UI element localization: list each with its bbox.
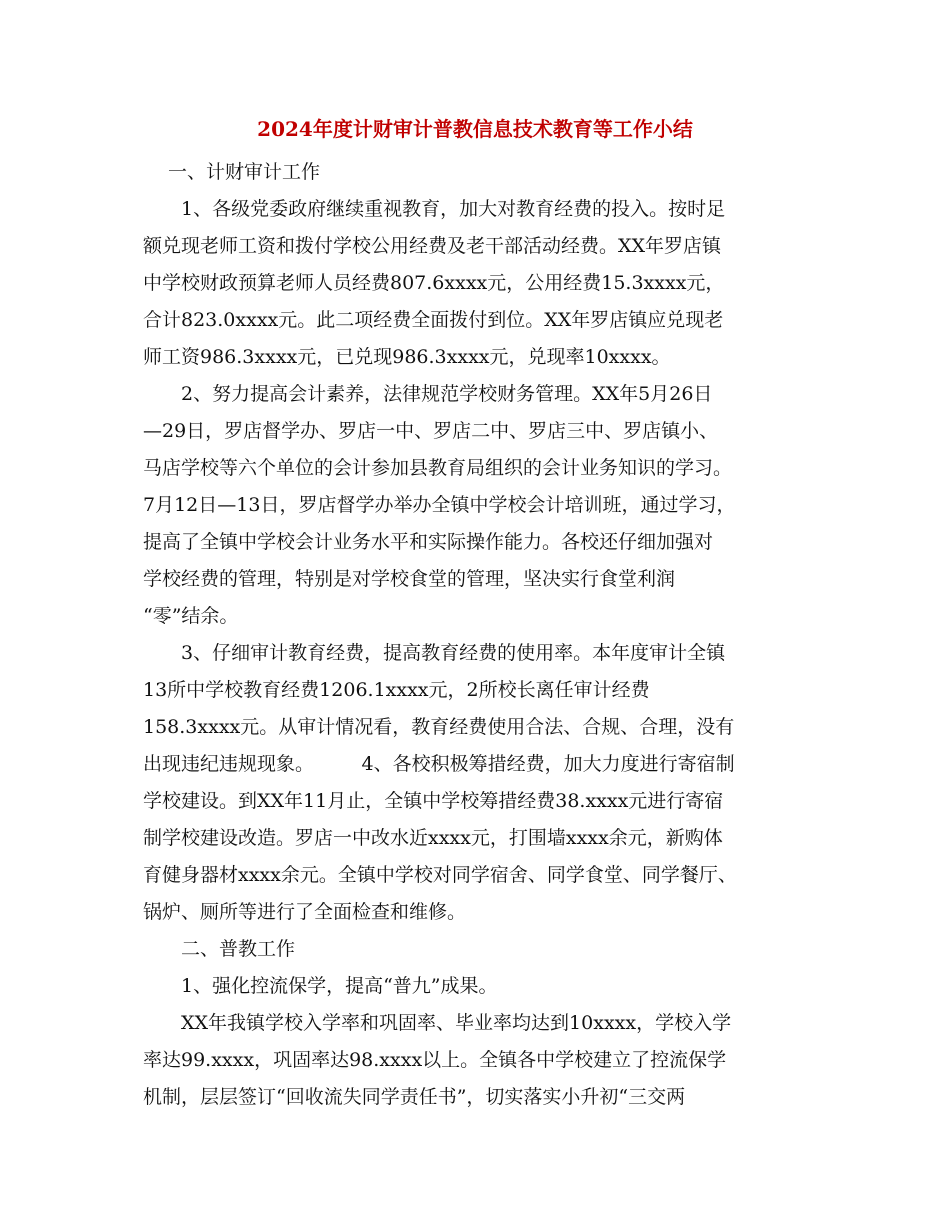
body-line: 13所中学校教育经费1206.1xxxx元，2所校长离任审计经费 [143,679,650,701]
document-title: 2024年度计财审计普教信息技术教育等工作小结 [257,117,693,141]
body-line: XX年我镇学校入学率和巩固率、毕业率均达到10xxxx，学校入学 [143,1012,732,1034]
body-line: 3、仔细审计教育经费，提高教育经费的使用率。本年度审计全镇 [143,642,726,664]
body-line: 2、努力提高会计素养，法律规范学校财务管理。XX年5月26日 [143,383,713,405]
body-line: 额兑现老师工资和拨付学校公用经费及老干部活动经费。XX年罗店镇 [143,235,722,257]
body-line: 学校建设。到XX年11月止，全镇中学校筹措经费38.xxxx元进行寄宿 [143,790,724,812]
body-line: 锅炉、厕所等进行了全面检查和维修。 [143,901,467,923]
body-line: 育健身器材xxxx余元。全镇中学校对同学宿舍、同学食堂、同学餐厅、 [143,864,737,886]
body-line: 机制，层层签订“回收流失同学责任书”，切实落实小升初“三交两 [143,1086,686,1108]
body-line: 二、普教工作 [143,938,296,960]
body-line: “零”结余。 [143,605,239,627]
body-line: 1、强化控流保学，提高“普九”成果。 [143,975,498,997]
body-line: 马店学校等六个单位的会计参加县教育局组织的会计业务知识的学习。 [143,457,733,479]
body-line: 出现违纪违规现象。 4、各校积极筹措经费，加大力度进行寄宿制 [143,753,735,775]
body-line: 1、各级党委政府继续重视教育，加大对教育经费的投入。按时足 [143,198,726,220]
body-line: 合计823.0xxxx元。此二项经费全面拨付到位。XX年罗店镇应兑现老 [143,309,724,331]
body-line: 师工资986.3xxxx元，已兑现986.3xxxx元，兑现率10xxxx。 [143,346,671,368]
body-line: 提高了全镇中学校会计业务水平和实际操作能力。各校还仔细加强对 [143,531,714,553]
body-line: —29日，罗店督学办、罗店一中、罗店二中、罗店三中、罗店镇小、 [143,420,719,442]
body-line: 学校经费的管理，特别是对学校食堂的管理，坚决实行食堂利润 [143,568,676,590]
body-line: 制学校建设改造。罗店一中改水近xxxx元，打围墙xxxx余元，新购体 [143,827,723,849]
body-line: 158.3xxxx元。从审计情况看，教育经费使用合法、合规、合理，没有 [143,716,735,738]
body-line: 7月12日—13日，罗店督学办举办全镇中学校会计培训班，通过学习， [143,494,736,516]
body-line: 中学校财政预算老师人员经费807.6xxxx元，公用经费15.3xxxx元， [143,272,725,294]
body-line: 一、计财审计工作 [143,161,321,183]
body-line: 率达99.xxxx，巩固率达98.xxxx以上。全镇各中学校建立了控流保学 [143,1049,727,1071]
